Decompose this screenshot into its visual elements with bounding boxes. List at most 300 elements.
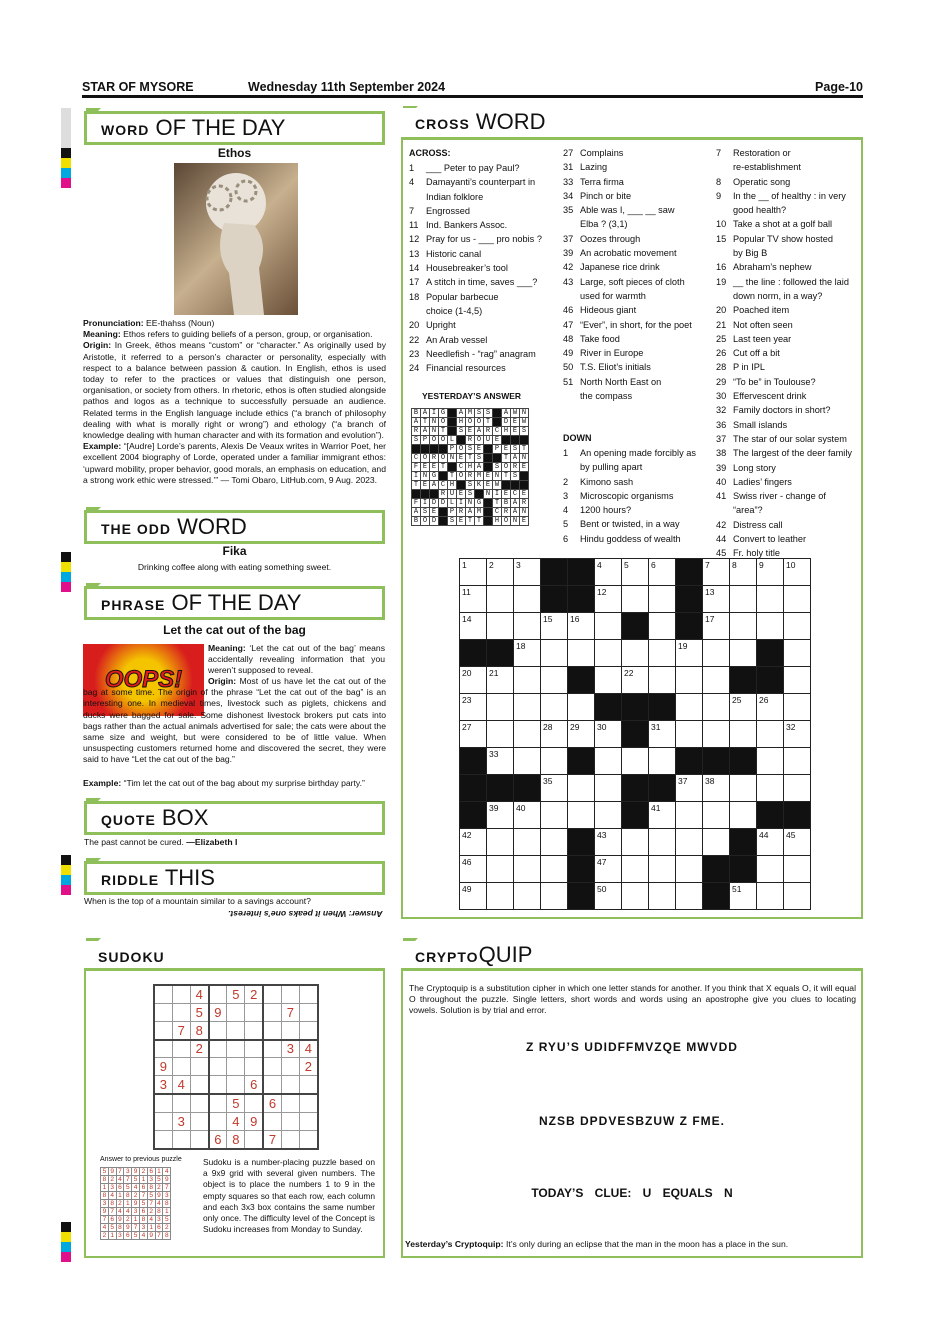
clue-number: 12 xyxy=(409,234,420,245)
sudoku-cell[interactable] xyxy=(263,1003,281,1021)
yesterday-cell xyxy=(484,517,493,526)
crossword-cell[interactable]: 44 xyxy=(757,829,784,856)
crossword-cell[interactable] xyxy=(703,721,730,748)
sudoku-cell[interactable] xyxy=(300,1076,318,1094)
yesterday-cell xyxy=(430,490,439,499)
clue xyxy=(716,289,856,303)
crossword-cell[interactable] xyxy=(784,613,811,640)
yesterday-cell: N xyxy=(430,418,439,427)
sudoku-cell[interactable] xyxy=(300,985,318,1003)
yesterday-cell: P xyxy=(448,508,457,517)
clue xyxy=(409,161,559,175)
solution-cell: 5 xyxy=(124,1184,132,1192)
sudoku-cell[interactable] xyxy=(263,1021,281,1039)
crossword-cell xyxy=(460,802,487,829)
crossword-cell[interactable]: 19 xyxy=(676,640,703,667)
solution-cell: 1 xyxy=(116,1192,124,1200)
crossword-cell[interactable] xyxy=(487,586,514,613)
clue-text: T.S. Eliot’s initials xyxy=(580,362,651,373)
clue-text: Small islands xyxy=(733,419,788,430)
sudoku-cell[interactable] xyxy=(263,1040,281,1058)
crossword-cell[interactable] xyxy=(757,613,784,640)
crossword-cell[interactable] xyxy=(730,775,757,802)
yesterday-cell xyxy=(493,409,502,418)
crossword-cell[interactable]: 50 xyxy=(595,883,622,910)
crossword-cell[interactable]: 45 xyxy=(784,829,811,856)
crossword-cell[interactable]: 5 xyxy=(622,559,649,586)
yesterday-cell: S xyxy=(421,508,430,517)
crossword-grid xyxy=(459,558,811,910)
crossword-cell[interactable]: 9 xyxy=(757,559,784,586)
crossword-cell[interactable]: 22 xyxy=(622,667,649,694)
crossword-cell[interactable]: 38 xyxy=(703,775,730,802)
solution-cell: 5 xyxy=(155,1176,163,1184)
solution-cell: 8 xyxy=(116,1224,124,1232)
solution-cell: 6 xyxy=(155,1224,163,1232)
crossword-cell[interactable]: 12 xyxy=(595,586,622,613)
sudoku-cell[interactable] xyxy=(245,1021,263,1039)
sudoku-cell[interactable] xyxy=(209,1076,227,1094)
sudoku-cell[interactable] xyxy=(227,1021,245,1039)
crossword-cell[interactable]: 25 xyxy=(730,694,757,721)
sudoku-cell[interactable] xyxy=(300,1003,318,1021)
sudoku-cell[interactable] xyxy=(209,1040,227,1058)
crossword-cell[interactable]: 26 xyxy=(757,694,784,721)
sudoku-cell: 7 xyxy=(263,1131,281,1149)
crossword-cell[interactable] xyxy=(730,586,757,613)
solution-cell: 7 xyxy=(147,1200,155,1208)
crossword-cell[interactable] xyxy=(487,829,514,856)
sudoku-cell[interactable] xyxy=(281,985,299,1003)
clue-number: 13 xyxy=(409,248,420,259)
crossword-cell[interactable] xyxy=(514,667,541,694)
crossword-cell[interactable] xyxy=(622,883,649,910)
clue-number: 5 xyxy=(563,519,569,530)
crossword-cell[interactable]: 35 xyxy=(541,775,568,802)
crossword-cell[interactable] xyxy=(541,748,568,775)
sudoku-cell[interactable] xyxy=(154,1021,172,1039)
clue xyxy=(716,518,856,532)
clue xyxy=(716,418,856,432)
solution-cell: 4 xyxy=(108,1192,116,1200)
crossword-cell[interactable]: 15 xyxy=(541,613,568,640)
yesterday-cell: I xyxy=(493,490,502,499)
crossword-cell[interactable] xyxy=(487,856,514,883)
crossword-cell[interactable] xyxy=(514,856,541,883)
solution-cell: 9 xyxy=(101,1208,109,1216)
crossword-cell[interactable] xyxy=(622,586,649,613)
solution-cell: 3 xyxy=(147,1176,155,1184)
crossword-cell[interactable] xyxy=(784,775,811,802)
sudoku-cell[interactable] xyxy=(172,1131,190,1149)
sudoku-cell[interactable] xyxy=(190,1131,208,1149)
crossword-cell[interactable] xyxy=(514,829,541,856)
sudoku-cell[interactable] xyxy=(209,1112,227,1130)
crossword-cell[interactable]: 11 xyxy=(460,586,487,613)
crossword-cell[interactable] xyxy=(703,667,730,694)
crossword-cell[interactable] xyxy=(622,829,649,856)
crossword-cell[interactable] xyxy=(649,883,676,910)
sudoku-cell[interactable] xyxy=(209,1094,227,1112)
sudoku-cell[interactable] xyxy=(154,1112,172,1130)
crossword-cell[interactable] xyxy=(757,856,784,883)
solution-cell: 3 xyxy=(116,1232,124,1240)
crossword-cell[interactable]: 40 xyxy=(514,802,541,829)
crossword-cell[interactable] xyxy=(730,721,757,748)
yesterday-cell: K xyxy=(475,481,484,490)
crossword-cell[interactable]: 41 xyxy=(649,802,676,829)
crossword-cell[interactable] xyxy=(757,748,784,775)
crossword-cell[interactable] xyxy=(703,640,730,667)
sudoku-cell[interactable] xyxy=(281,1076,299,1094)
clue-number: 42 xyxy=(716,519,727,530)
crossword-cell[interactable] xyxy=(514,694,541,721)
solution-cell: 6 xyxy=(124,1232,132,1240)
crossword-cell xyxy=(622,721,649,748)
crossword-cell[interactable] xyxy=(649,856,676,883)
crossword-cell[interactable]: 13 xyxy=(703,586,730,613)
crossword-cell[interactable] xyxy=(595,775,622,802)
yesterday-cell: H xyxy=(466,463,475,472)
crossword-cell[interactable] xyxy=(568,640,595,667)
yesterday-cell: T xyxy=(448,472,457,481)
sudoku-cell[interactable] xyxy=(227,1003,245,1021)
sudoku-cell[interactable] xyxy=(281,1131,299,1149)
clue-text: Financial resources xyxy=(426,363,506,374)
sudoku-cell[interactable] xyxy=(281,1021,299,1039)
crossword-cell[interactable]: 28 xyxy=(541,721,568,748)
yesterday-cell: P xyxy=(493,445,502,454)
crossword-cell[interactable]: 1 xyxy=(460,559,487,586)
crossword-cell[interactable] xyxy=(649,586,676,613)
sudoku-cell[interactable] xyxy=(227,1076,245,1094)
crossword-cell[interactable] xyxy=(784,856,811,883)
crossword-cell[interactable] xyxy=(622,856,649,883)
sudoku-cell[interactable] xyxy=(172,1040,190,1058)
yesterday-cell: E xyxy=(475,445,484,454)
crossword-cell[interactable]: 30 xyxy=(595,721,622,748)
sudoku-cell[interactable] xyxy=(190,1112,208,1130)
crossword-cell[interactable] xyxy=(568,775,595,802)
sudoku-cell[interactable] xyxy=(172,1003,190,1021)
crossword-cell[interactable] xyxy=(703,694,730,721)
crossword-cell[interactable]: 16 xyxy=(568,613,595,640)
yesterday-cell: P xyxy=(448,445,457,454)
wotd-image xyxy=(174,163,298,315)
sudoku-cell[interactable] xyxy=(281,1058,299,1076)
crossword-cell[interactable] xyxy=(622,748,649,775)
crossword-cell[interactable] xyxy=(676,721,703,748)
clue-text: __ the line : followed the laid xyxy=(733,276,849,287)
sudoku-cell[interactable] xyxy=(300,1094,318,1112)
solution-cell: 1 xyxy=(101,1184,109,1192)
crossword-cell[interactable] xyxy=(514,748,541,775)
yesterday-cell xyxy=(448,427,457,436)
sudoku-cell[interactable] xyxy=(263,985,281,1003)
sudoku-cell[interactable] xyxy=(190,1058,208,1076)
clue xyxy=(716,232,856,246)
crossword-cell[interactable] xyxy=(730,802,757,829)
sudoku-cell[interactable] xyxy=(300,1131,318,1149)
crossword-cell[interactable] xyxy=(757,883,784,910)
yesterday-cell: L xyxy=(448,436,457,445)
yesterday-cell: P xyxy=(421,436,430,445)
yesterday-cell xyxy=(457,436,466,445)
crossword-cell[interactable] xyxy=(514,883,541,910)
crossword-cell[interactable] xyxy=(730,613,757,640)
crossword-cell xyxy=(487,640,514,667)
clue-text: River in Europe xyxy=(580,348,644,359)
crossword-cell[interactable] xyxy=(622,640,649,667)
crossword-cell[interactable] xyxy=(487,613,514,640)
crossword-cell[interactable] xyxy=(676,829,703,856)
sudoku-cell[interactable] xyxy=(154,1003,172,1021)
solution-cell: 1 xyxy=(155,1168,163,1176)
crossword-cell[interactable]: 47 xyxy=(595,856,622,883)
crossword-cell[interactable] xyxy=(487,721,514,748)
sudoku-cell[interactable] xyxy=(263,1058,281,1076)
crossword-cell[interactable] xyxy=(730,640,757,667)
solution-cell: 7 xyxy=(124,1176,132,1184)
crossword-cell[interactable] xyxy=(784,640,811,667)
sudoku-cell[interactable] xyxy=(300,1021,318,1039)
solution-cell: 5 xyxy=(101,1168,109,1176)
solution-cell: 8 xyxy=(163,1232,171,1240)
crossword-cell[interactable] xyxy=(784,586,811,613)
crossword-cell[interactable] xyxy=(514,586,541,613)
sudoku-cell[interactable] xyxy=(172,1094,190,1112)
crossword-cell[interactable] xyxy=(568,802,595,829)
solution-cell: 9 xyxy=(147,1232,155,1240)
solution-cell: 2 xyxy=(147,1208,155,1216)
crossword-cell[interactable]: 10 xyxy=(784,559,811,586)
crossword-cell[interactable]: 8 xyxy=(730,559,757,586)
wotd-word: Ethos xyxy=(217,146,252,160)
crossword-cell[interactable] xyxy=(784,694,811,721)
crossword-cell[interactable]: 31 xyxy=(649,721,676,748)
crossword-cell[interactable] xyxy=(541,883,568,910)
yesterday-cell: E xyxy=(484,481,493,490)
sudoku-cell: 6 xyxy=(209,1131,227,1149)
crossword-cell[interactable] xyxy=(541,802,568,829)
crossword-cell[interactable]: 39 xyxy=(487,802,514,829)
yesterday-cell: O xyxy=(457,445,466,454)
crossword-cell[interactable]: 14 xyxy=(460,613,487,640)
clue-number: 18 xyxy=(409,291,420,302)
sudoku-cell[interactable] xyxy=(263,1076,281,1094)
clue xyxy=(563,332,713,346)
crossword-cell[interactable] xyxy=(757,586,784,613)
sudoku-cell[interactable] xyxy=(263,1112,281,1130)
crossword-cell[interactable] xyxy=(541,856,568,883)
clue xyxy=(563,532,713,546)
crossword-cell[interactable] xyxy=(487,883,514,910)
crossword-cell[interactable] xyxy=(541,829,568,856)
sudoku-cell[interactable] xyxy=(281,1094,299,1112)
sudoku-cell[interactable] xyxy=(300,1112,318,1130)
yesterday-cell: M xyxy=(475,472,484,481)
sudoku-cell[interactable] xyxy=(245,1003,263,1021)
crossword-cell[interactable]: 4 xyxy=(595,559,622,586)
sudoku-cell[interactable] xyxy=(154,985,172,1003)
sudoku-cell[interactable] xyxy=(154,1040,172,1058)
yesterday-cell xyxy=(484,463,493,472)
yesterday-cell xyxy=(511,481,520,490)
sudoku-cell[interactable] xyxy=(209,1058,227,1076)
crossword-cell[interactable] xyxy=(595,667,622,694)
crossword-cell[interactable] xyxy=(757,775,784,802)
crossword-cell[interactable] xyxy=(595,613,622,640)
clue-text: Able was I, ___ __ saw xyxy=(580,205,675,216)
sudoku-solution xyxy=(100,1167,171,1240)
clue-text: A stitch in time, saves ___? xyxy=(426,277,538,288)
yesterday-cell: A xyxy=(466,508,475,517)
clues-down-2 xyxy=(716,146,856,561)
crossword-cell[interactable] xyxy=(703,829,730,856)
yesterday-cell: W xyxy=(520,418,529,427)
crossword-cell[interactable]: 3 xyxy=(514,559,541,586)
solution-cell: 6 xyxy=(147,1168,155,1176)
registration-mark xyxy=(61,552,71,592)
clue xyxy=(563,318,713,332)
crossword-cell[interactable]: 21 xyxy=(487,667,514,694)
crossword-cell[interactable] xyxy=(649,667,676,694)
crossword-cell[interactable]: 18 xyxy=(514,640,541,667)
yesterday-cell: A xyxy=(412,418,421,427)
sudoku-cell[interactable] xyxy=(245,1131,263,1149)
clue xyxy=(716,275,856,289)
clue-text: Oozes through xyxy=(580,233,641,244)
crossword-cell[interactable]: 32 xyxy=(784,721,811,748)
clue-text: the compass xyxy=(580,391,633,402)
crossword-cell[interactable] xyxy=(541,694,568,721)
clue-number: 4 xyxy=(563,505,569,516)
yesterday-cell: N xyxy=(520,409,529,418)
yesterday-cell: S xyxy=(484,409,493,418)
crossword-cell[interactable] xyxy=(568,694,595,721)
oops-image: OOPS! xyxy=(83,644,204,716)
sudoku-cell[interactable] xyxy=(227,1058,245,1076)
crossword-cell[interactable]: 43 xyxy=(595,829,622,856)
sudoku-cell[interactable] xyxy=(154,1094,172,1112)
crossword-cell[interactable] xyxy=(784,667,811,694)
yesterday-grid xyxy=(411,408,529,526)
yesterday-cell xyxy=(520,481,529,490)
yesterday-cell: I xyxy=(457,499,466,508)
crossword-cell[interactable] xyxy=(595,748,622,775)
sudoku-cell: 5 xyxy=(190,1003,208,1021)
crossword-cell[interactable] xyxy=(595,640,622,667)
clue-number: 44 xyxy=(716,534,727,545)
crossword-cell[interactable]: 6 xyxy=(649,559,676,586)
sudoku-cell[interactable] xyxy=(154,1131,172,1149)
crossword-cell[interactable]: 37 xyxy=(676,775,703,802)
sudoku-cell[interactable] xyxy=(209,985,227,1003)
sudoku-cell[interactable] xyxy=(172,985,190,1003)
crossword-cell[interactable]: 23 xyxy=(460,694,487,721)
sudoku-cell[interactable] xyxy=(209,1021,227,1039)
crossword-cell[interactable] xyxy=(649,613,676,640)
crossword-cell[interactable] xyxy=(541,640,568,667)
clue-number: 30 xyxy=(716,391,727,402)
crossword-cell[interactable] xyxy=(649,829,676,856)
crossword-cell[interactable] xyxy=(676,802,703,829)
sudoku-cell[interactable] xyxy=(245,1094,263,1112)
yesterday-cell: E xyxy=(421,481,430,490)
cryptoquip-clue: TODAY’S CLUE: U EQUALS N xyxy=(531,1186,733,1200)
solution-cell: 4 xyxy=(163,1168,171,1176)
crossword-cell[interactable] xyxy=(649,640,676,667)
sudoku-cell[interactable] xyxy=(245,1058,263,1076)
crossword-cell[interactable] xyxy=(514,613,541,640)
clue-number: 27 xyxy=(563,148,574,158)
crossword-cell[interactable] xyxy=(487,694,514,721)
registration-mark xyxy=(61,108,71,188)
crossword-cell[interactable] xyxy=(676,694,703,721)
solution-cell: 7 xyxy=(116,1168,124,1176)
crossword-cell[interactable]: 33 xyxy=(487,748,514,775)
yesterday-cell: T xyxy=(439,463,448,472)
solution-cell: 3 xyxy=(139,1224,147,1232)
sudoku-cell[interactable] xyxy=(245,1040,263,1058)
crossword-cell[interactable]: 42 xyxy=(460,829,487,856)
sudoku-cell: 2 xyxy=(300,1058,318,1076)
sudoku-cell[interactable] xyxy=(190,1094,208,1112)
crossword-cell[interactable] xyxy=(514,721,541,748)
sudoku-cell[interactable] xyxy=(190,1076,208,1094)
solution-cell: 4 xyxy=(101,1224,109,1232)
clue-number: 32 xyxy=(716,405,727,416)
sudoku-cell[interactable] xyxy=(227,1040,245,1058)
crossword-cell[interactable] xyxy=(676,856,703,883)
yesterday-cell: I xyxy=(421,499,430,508)
crossword-cell[interactable] xyxy=(676,667,703,694)
clue-number: 16 xyxy=(716,262,727,273)
clue-number: 10 xyxy=(716,219,727,230)
issue-date: Wednesday 11th September 2024 xyxy=(248,80,446,94)
crossword-cell[interactable]: 49 xyxy=(460,883,487,910)
clue-number: 8 xyxy=(716,176,722,187)
crossword-cell[interactable]: 29 xyxy=(568,721,595,748)
crossword-cell[interactable]: 20 xyxy=(460,667,487,694)
clue-text: Convert to leather xyxy=(733,534,807,545)
crossword-cell[interactable]: 51 xyxy=(730,883,757,910)
crossword-cell[interactable]: 27 xyxy=(460,721,487,748)
crossword-cell[interactable] xyxy=(541,667,568,694)
crossword-cell[interactable] xyxy=(649,748,676,775)
clue-text: Pinch or bite xyxy=(580,190,632,201)
solution-cell: 7 xyxy=(155,1232,163,1240)
crossword-cell[interactable]: 17 xyxy=(703,613,730,640)
yesterday-cell: N xyxy=(466,499,475,508)
odd-word-def: Drinking coffee along with eating something sweet. xyxy=(137,562,332,572)
crossword-cell[interactable]: 2 xyxy=(487,559,514,586)
crossword-cell xyxy=(568,856,595,883)
crossword-cell[interactable]: 46 xyxy=(460,856,487,883)
clue-text: Popular barbecue xyxy=(426,291,499,302)
sudoku-desc: Sudoku is a number-placing puzzle based on a 9x9 grid with several given numbers. The object is to place the numbers 1 to 9 in the empty squares so that each row, each column and each 3x3 box contains the same number only once. The difficulty level of the Concept is Sudoku increases from Monday to Sunday. xyxy=(203,1157,375,1235)
crossword-cell[interactable] xyxy=(703,802,730,829)
crossword-cell[interactable] xyxy=(676,883,703,910)
sudoku-cell[interactable] xyxy=(281,1112,299,1130)
sudoku-cell[interactable] xyxy=(172,1058,190,1076)
crossword-cell[interactable] xyxy=(757,721,784,748)
yesterday-cell: O xyxy=(421,454,430,463)
crossword-cell[interactable] xyxy=(784,748,811,775)
crossword-cell[interactable] xyxy=(595,802,622,829)
crossword-cell[interactable]: 7 xyxy=(703,559,730,586)
crossword-cell[interactable] xyxy=(784,883,811,910)
